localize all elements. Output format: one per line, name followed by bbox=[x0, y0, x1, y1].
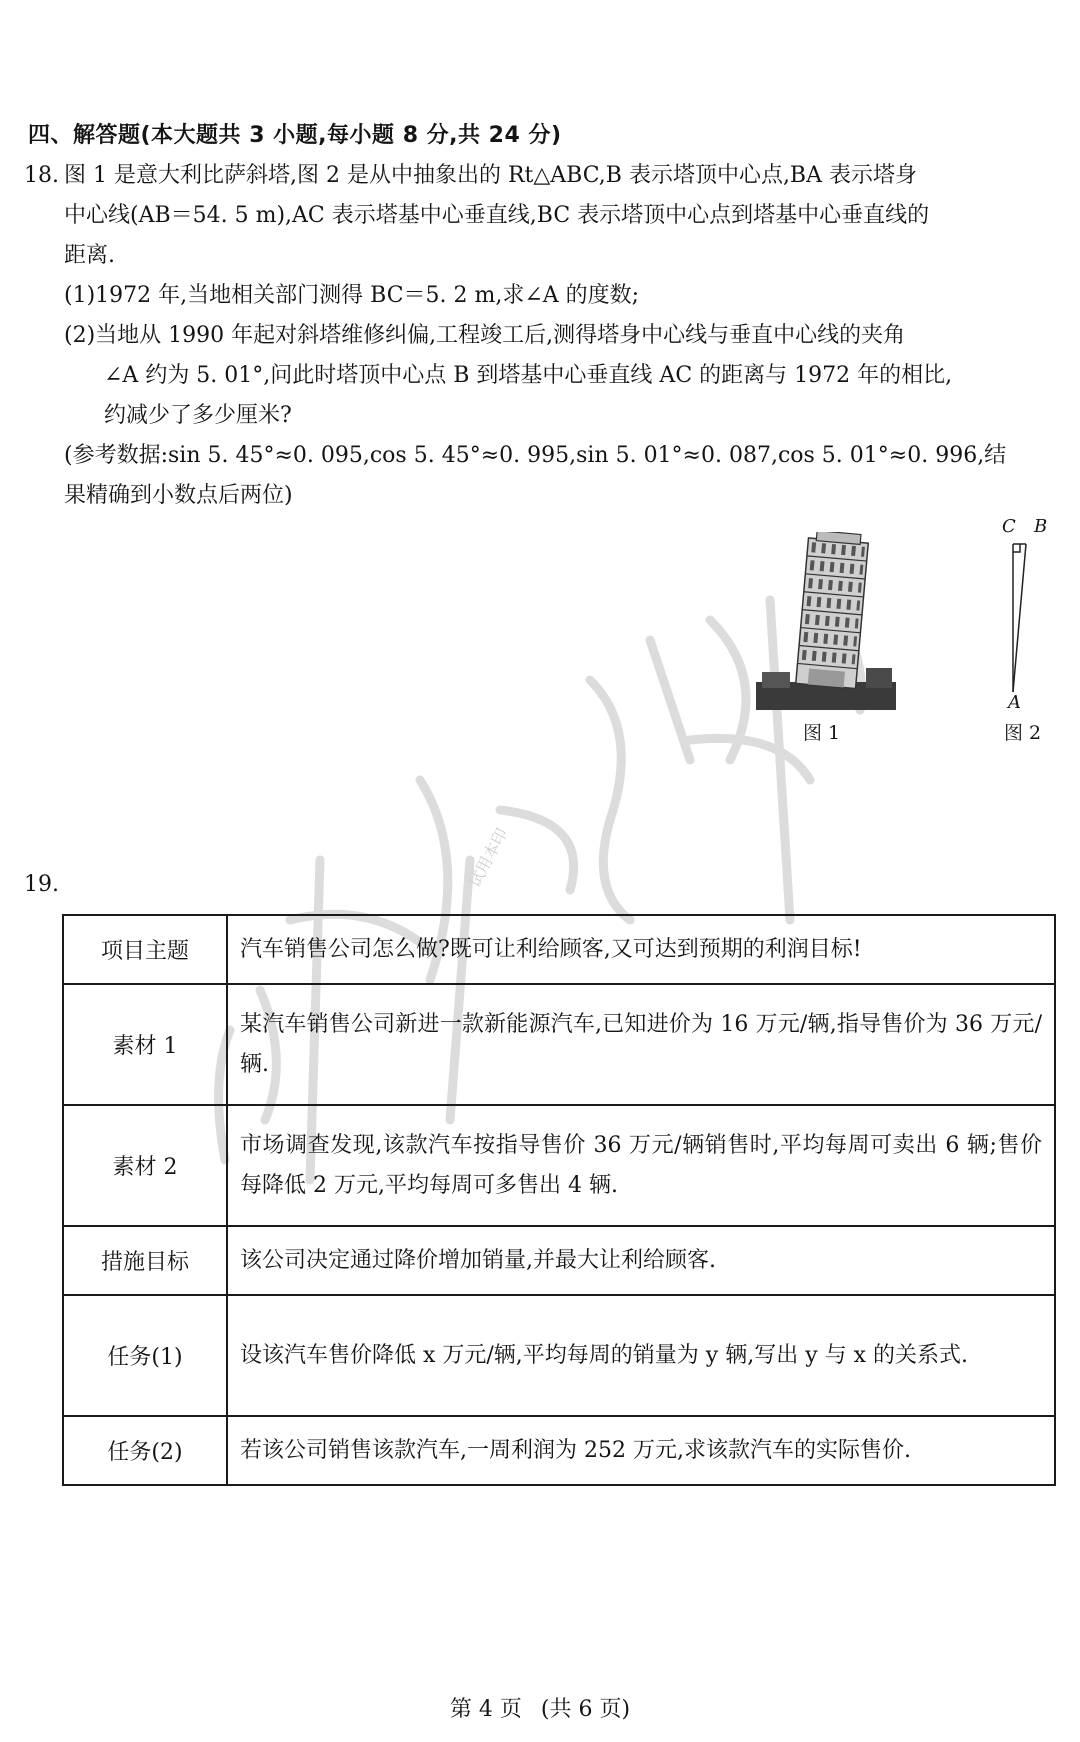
reference-data: (参考数据:sin 5. 45°≈0. 095,cos 5. 45°≈0. 995,sin 5. 01°≈0. 087,cos 5. 01°≈0. 996,结 bbox=[64, 443, 1007, 468]
subquestion-2-line: ∠A 约为 5. 01°,问此时塔顶中心点 B 到塔基中心垂直线 AC 的距离与 1972 年的相比, bbox=[104, 363, 953, 388]
subquestion-2: (2)当地从 1990 年起对斜塔维修纠偏,工程竣工后,测得塔身中心线与垂直中心线的夹角 bbox=[64, 323, 906, 348]
reference-data-line: 果精确到小数点后两位) bbox=[64, 483, 293, 508]
row-value: 汽车销售公司怎么做?既可让利给顾客,又可达到预期的利润目标! bbox=[227, 915, 1055, 984]
section-title: 四、解答题(本大题共 3 小题,每小题 8 分,共 24 分) bbox=[28, 123, 562, 148]
page-total: (共 6 页) bbox=[540, 1697, 631, 1722]
table-row bbox=[63, 984, 1055, 1105]
subquestion-2-line: 约减少了多少厘米? bbox=[104, 403, 292, 428]
question-stem-line: 距离. bbox=[64, 243, 115, 268]
row-value: 设该汽车售价降低 x 万元/辆,平均每周的销量为 y 辆,写出 y 与 x 的关系式. bbox=[227, 1295, 1055, 1416]
row-key: 项目主题 bbox=[63, 915, 227, 984]
figure-2-caption: 图 2 bbox=[1004, 722, 1042, 744]
row-key: 措施目标 bbox=[63, 1226, 227, 1295]
table-row bbox=[63, 915, 1055, 984]
leaning-tower-photo bbox=[756, 532, 896, 710]
triangle-diagram bbox=[993, 516, 1047, 708]
row-key: 任务(2) bbox=[63, 1416, 227, 1485]
figure-1-caption: 图 1 bbox=[803, 722, 841, 744]
row-key: 素材 1 bbox=[63, 984, 227, 1105]
row-value: 市场调查发现,该款汽车按指导售价 36 万元/辆销售时,平均每周可卖出 6 辆;售价每降低 2 万元,平均每周可多售出 4 辆. bbox=[227, 1105, 1055, 1226]
subquestion-1: (1)1972 年,当地相关部门测得 BC＝5. 2 m,求∠A 的度数; bbox=[64, 283, 640, 308]
row-value: 若该公司销售该款汽车,一周利润为 252 万元,求该款汽车的实际售价. bbox=[227, 1416, 1055, 1485]
question-19-number: 19. bbox=[24, 872, 59, 897]
page-number: 第 4 页 bbox=[449, 1697, 522, 1722]
row-key: 任务(1) bbox=[63, 1295, 227, 1416]
question-18 bbox=[24, 156, 1059, 516]
table-row bbox=[63, 1295, 1055, 1416]
row-value: 某汽车销售公司新进一款新能源汽车,已知进价为 16 万元/辆,指导售价为 36 万元/辆. bbox=[227, 984, 1055, 1105]
row-key: 素材 2 bbox=[63, 1105, 227, 1226]
watermark-small-text: 试用本印 bbox=[464, 824, 512, 891]
table-row bbox=[63, 1226, 1055, 1295]
question-stem-line: 中心线(AB＝54. 5 m),AC 表示塔基中心垂直线,BC 表示塔顶中心点到塔基中心垂直线的 bbox=[64, 203, 930, 228]
question-stem-line: 图 1 是意大利比萨斜塔,图 2 是从中抽象出的 Rt△ABC,B 表示塔顶中心点,BA 表示塔身 bbox=[64, 163, 917, 188]
table-row bbox=[63, 1416, 1055, 1485]
page-footer bbox=[0, 1692, 1080, 1723]
row-value: 该公司决定通过降价增加销量,并最大让利给顾客. bbox=[227, 1226, 1055, 1295]
label-a: A bbox=[1008, 692, 1021, 713]
label-b: B bbox=[1034, 516, 1048, 537]
table-row bbox=[63, 1105, 1055, 1226]
question-number: 18. bbox=[24, 163, 59, 188]
task-table bbox=[62, 914, 1056, 1486]
label-c: C bbox=[1002, 516, 1016, 537]
